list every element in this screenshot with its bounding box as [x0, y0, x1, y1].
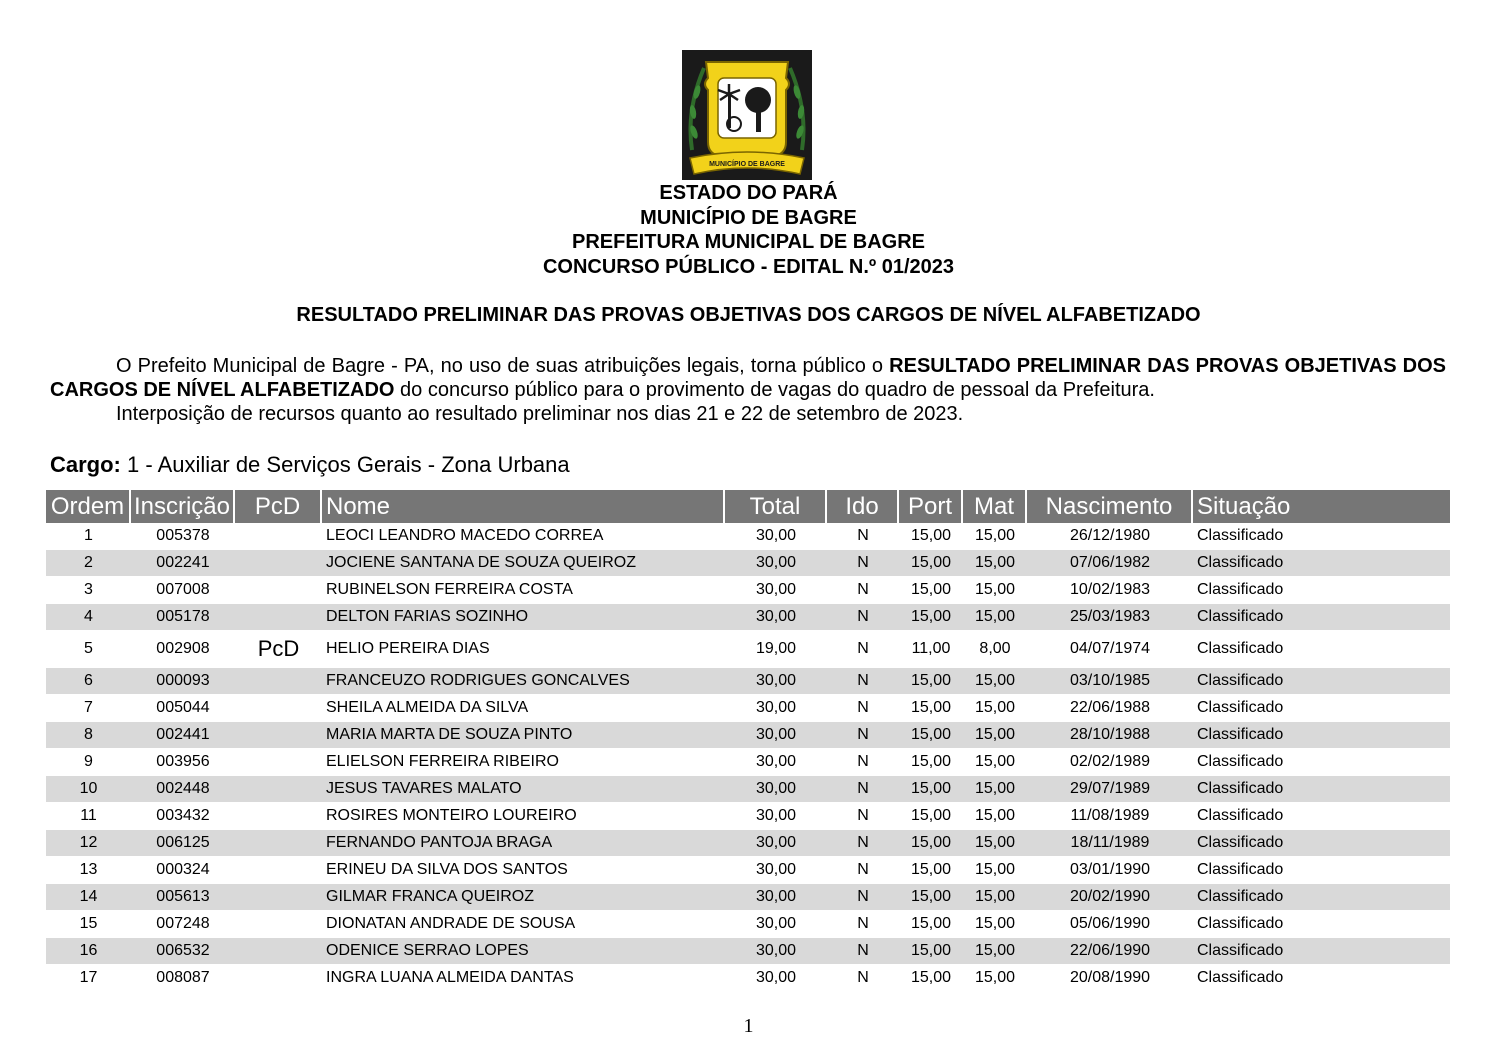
cell-port: 15,00	[899, 749, 963, 776]
cell-port: 15,00	[899, 803, 963, 830]
cell-mat: 15,00	[963, 857, 1027, 884]
cell-ordem: 12	[46, 830, 131, 857]
cell-port: 15,00	[899, 695, 963, 722]
cell-ordem: 6	[46, 668, 131, 695]
cell-situacao: Classificado	[1193, 911, 1450, 938]
cell-ido: N	[827, 631, 899, 668]
cell-mat: 15,00	[963, 749, 1027, 776]
cell-ido: N	[827, 884, 899, 911]
cell-total: 30,00	[725, 857, 827, 884]
cell-mat: 15,00	[963, 604, 1027, 631]
cell-port: 11,00	[899, 631, 963, 668]
cell-ordem: 15	[46, 911, 131, 938]
cell-ordem: 4	[46, 604, 131, 631]
cell-mat: 15,00	[963, 523, 1027, 550]
cell-situacao: Classificado	[1193, 523, 1450, 550]
cell-inscricao: 006532	[131, 938, 235, 965]
cell-situacao: Classificado	[1193, 938, 1450, 965]
cell-ordem: 1	[46, 523, 131, 550]
cell-nascimento: 11/08/1989	[1027, 803, 1193, 830]
municipal-emblem	[682, 50, 812, 180]
cell-mat: 15,00	[963, 550, 1027, 577]
cell-total: 30,00	[725, 604, 827, 631]
cell-nome: LEOCI LEANDRO MACEDO CORREA	[322, 523, 725, 550]
col-header-pcd: PcD	[235, 490, 322, 523]
intro-text-1: O Prefeito Municipal de Bagre - PA, no uso de suas atribuições legais, torna público o	[116, 355, 890, 377]
cell-inscricao: 008087	[131, 965, 235, 992]
cell-inscricao: 007008	[131, 577, 235, 604]
cell-ido: N	[827, 776, 899, 803]
cell-ido: N	[827, 668, 899, 695]
cargo-line	[50, 452, 570, 478]
cell-situacao: Classificado	[1193, 830, 1450, 857]
cell-total: 30,00	[725, 965, 827, 992]
cell-ordem: 3	[46, 577, 131, 604]
cargo-label: Cargo:	[50, 452, 121, 477]
cell-ido: N	[827, 857, 899, 884]
cell-nascimento: 25/03/1983	[1027, 604, 1193, 631]
header-municipality: MUNICÍPIO DE BAGRE	[640, 206, 857, 229]
cell-ordem: 13	[46, 857, 131, 884]
cell-inscricao: 006125	[131, 830, 235, 857]
cell-port: 15,00	[899, 668, 963, 695]
cell-pcd	[235, 523, 322, 550]
table-row	[46, 830, 1450, 857]
cell-situacao: Classificado	[1193, 631, 1450, 668]
cell-total: 30,00	[725, 776, 827, 803]
cell-nascimento: 18/11/1989	[1027, 830, 1193, 857]
results-table	[46, 490, 1450, 992]
cell-ordem: 9	[46, 749, 131, 776]
cell-pcd	[235, 803, 322, 830]
cell-nome: ODENICE SERRAO LOPES	[322, 938, 725, 965]
cell-pcd	[235, 938, 322, 965]
cell-nome: SHEILA ALMEIDA DA SILVA	[322, 695, 725, 722]
cell-nascimento: 10/02/1983	[1027, 577, 1193, 604]
table-row	[46, 695, 1450, 722]
table-row	[46, 884, 1450, 911]
cell-ido: N	[827, 604, 899, 631]
table-row	[46, 911, 1450, 938]
cell-nascimento: 03/01/1990	[1027, 857, 1193, 884]
table-row	[46, 550, 1450, 577]
cell-mat: 15,00	[963, 776, 1027, 803]
cell-nome: MARIA MARTA DE SOUZA PINTO	[322, 722, 725, 749]
cell-nome: GILMAR FRANCA QUEIROZ	[322, 884, 725, 911]
cell-inscricao: 003432	[131, 803, 235, 830]
cell-port: 15,00	[899, 722, 963, 749]
cell-nome: INGRA LUANA ALMEIDA DANTAS	[322, 965, 725, 992]
table-header-row	[46, 490, 1450, 523]
cell-pcd	[235, 695, 322, 722]
header-state: ESTADO DO PARÁ	[659, 182, 838, 204]
cell-mat: 15,00	[963, 965, 1027, 992]
cell-inscricao: 000093	[131, 668, 235, 695]
cell-port: 15,00	[899, 550, 963, 577]
intro-text-2: do concurso público para o provimento de vagas do quadro de pessoal da Prefeitura.	[394, 379, 1155, 401]
cell-ido: N	[827, 722, 899, 749]
cell-nome: JESUS TAVARES MALATO	[322, 776, 725, 803]
cell-situacao: Classificado	[1193, 749, 1450, 776]
cell-total: 30,00	[725, 550, 827, 577]
cell-port: 15,00	[899, 577, 963, 604]
cell-inscricao: 005378	[131, 523, 235, 550]
col-header-inscricao: Inscrição	[131, 490, 235, 523]
cell-total: 30,00	[725, 523, 827, 550]
cell-pcd	[235, 884, 322, 911]
cell-mat: 15,00	[963, 938, 1027, 965]
cell-ordem: 16	[46, 938, 131, 965]
cell-pcd	[235, 965, 322, 992]
cell-inscricao: 002908	[131, 631, 235, 668]
cell-inscricao: 003956	[131, 749, 235, 776]
cell-mat: 15,00	[963, 884, 1027, 911]
cell-nome: DELTON FARIAS SOZINHO	[322, 604, 725, 631]
col-header-total: Total	[725, 490, 827, 523]
cell-nome: DIONATAN ANDRADE DE SOUSA	[322, 911, 725, 938]
cell-port: 15,00	[899, 604, 963, 631]
cell-total: 30,00	[725, 830, 827, 857]
document-header	[0, 181, 1497, 279]
cargo-value: 1 - Auxiliar de Serviços Gerais - Zona Urbana	[120, 452, 570, 477]
cell-nascimento: 05/06/1990	[1027, 911, 1193, 938]
col-header-nascimento: Nascimento	[1027, 490, 1193, 523]
cell-nascimento: 22/06/1988	[1027, 695, 1193, 722]
cell-inscricao: 005044	[131, 695, 235, 722]
cell-nascimento: 20/08/1990	[1027, 965, 1193, 992]
intro-paragraph	[50, 354, 1446, 402]
cell-port: 15,00	[899, 523, 963, 550]
table-row	[46, 803, 1450, 830]
cell-pcd	[235, 604, 322, 631]
cell-pcd	[235, 550, 322, 577]
cell-nascimento: 20/02/1990	[1027, 884, 1193, 911]
cell-pcd	[235, 668, 322, 695]
cell-ordem: 10	[46, 776, 131, 803]
col-header-ordem: Ordem	[46, 490, 131, 523]
cell-ordem: 11	[46, 803, 131, 830]
cell-mat: 15,00	[963, 830, 1027, 857]
table-body	[46, 523, 1450, 992]
cell-nascimento: 04/07/1974	[1027, 631, 1193, 668]
cell-nome: FERNANDO PANTOJA BRAGA	[322, 830, 725, 857]
page-number: 1	[743, 1015, 754, 1037]
cell-situacao: Classificado	[1193, 884, 1450, 911]
cell-total: 19,00	[725, 631, 827, 668]
table-row	[46, 604, 1450, 631]
cell-port: 15,00	[899, 938, 963, 965]
cell-nome: ELIELSON FERREIRA RIBEIRO	[322, 749, 725, 776]
cell-situacao: Classificado	[1193, 695, 1450, 722]
table-row	[46, 668, 1450, 695]
cell-situacao: Classificado	[1193, 722, 1450, 749]
cell-mat: 8,00	[963, 631, 1027, 668]
cell-port: 15,00	[899, 911, 963, 938]
cell-ordem: 5	[46, 631, 131, 668]
col-header-mat: Mat	[963, 490, 1027, 523]
cell-mat: 15,00	[963, 577, 1027, 604]
cell-ido: N	[827, 695, 899, 722]
cell-total: 30,00	[725, 938, 827, 965]
cell-ido: N	[827, 830, 899, 857]
cell-ido: N	[827, 577, 899, 604]
cell-mat: 15,00	[963, 722, 1027, 749]
cell-inscricao: 002448	[131, 776, 235, 803]
cell-mat: 15,00	[963, 911, 1027, 938]
cell-ordem: 17	[46, 965, 131, 992]
cell-port: 15,00	[899, 857, 963, 884]
cell-inscricao: 000324	[131, 857, 235, 884]
cell-total: 30,00	[725, 668, 827, 695]
cell-total: 30,00	[725, 749, 827, 776]
cell-pcd	[235, 577, 322, 604]
cell-ordem: 2	[46, 550, 131, 577]
cell-ido: N	[827, 523, 899, 550]
cell-situacao: Classificado	[1193, 668, 1450, 695]
cell-situacao: Classificado	[1193, 604, 1450, 631]
cell-situacao: Classificado	[1193, 965, 1450, 992]
cell-ido: N	[827, 803, 899, 830]
cell-total: 30,00	[725, 722, 827, 749]
cell-nascimento: 29/07/1989	[1027, 776, 1193, 803]
cell-pcd	[235, 857, 322, 884]
cell-nascimento: 28/10/1988	[1027, 722, 1193, 749]
col-header-ido: Ido	[827, 490, 899, 523]
cell-mat: 15,00	[963, 695, 1027, 722]
cell-pcd	[235, 776, 322, 803]
cell-ido: N	[827, 749, 899, 776]
appeal-paragraph: Interposição de recursos quanto ao resultado preliminar nos dias 21 e 22 de setembro de 2023.	[116, 403, 964, 425]
cell-nome: ROSIRES MONTEIRO LOUREIRO	[322, 803, 725, 830]
table-row	[46, 965, 1450, 992]
cell-total: 30,00	[725, 803, 827, 830]
cell-pcd	[235, 911, 322, 938]
col-header-port: Port	[899, 490, 963, 523]
cell-pcd	[235, 722, 322, 749]
cell-ido: N	[827, 965, 899, 992]
cell-mat: 15,00	[963, 668, 1027, 695]
cell-nome: HELIO PEREIRA DIAS	[322, 631, 725, 668]
cell-situacao: Classificado	[1193, 803, 1450, 830]
cell-ordem: 8	[46, 722, 131, 749]
intro-bold: RESULTADO PRELIMINAR DAS PROVAS OBJETIVAS DOS CARGOS DE NÍVEL ALFABETIZADO	[50, 355, 1446, 401]
header-edital: CONCURSO PÚBLICO - EDITAL N.º 01/2023	[542, 255, 955, 278]
table-row	[46, 631, 1450, 668]
cell-port: 15,00	[899, 776, 963, 803]
document-subtitle: RESULTADO PRELIMINAR DAS PROVAS OBJETIVAS DOS CARGOS DE NÍVEL ALFABETIZADO	[296, 304, 1201, 326]
col-header-nome: Nome	[322, 490, 725, 523]
cell-nome: JOCIENE SANTANA DE SOUZA QUEIROZ	[322, 550, 725, 577]
cell-ido: N	[827, 911, 899, 938]
cell-ido: N	[827, 550, 899, 577]
cell-pcd	[235, 830, 322, 857]
cell-total: 30,00	[725, 911, 827, 938]
table-row	[46, 938, 1450, 965]
cell-ordem: 14	[46, 884, 131, 911]
col-header-situacao: Situação	[1193, 490, 1450, 523]
header-prefecture: PREFEITURA MUNICIPAL DE BAGRE	[572, 231, 925, 253]
table-row	[46, 776, 1450, 803]
table-row	[46, 722, 1450, 749]
cell-port: 15,00	[899, 830, 963, 857]
cell-inscricao: 002241	[131, 550, 235, 577]
cell-nascimento: 07/06/1982	[1027, 550, 1193, 577]
cell-port: 15,00	[899, 884, 963, 911]
cell-pcd	[235, 749, 322, 776]
cell-total: 30,00	[725, 884, 827, 911]
cell-inscricao: 007248	[131, 911, 235, 938]
table-row	[46, 523, 1450, 550]
cell-nascimento: 03/10/1985	[1027, 668, 1193, 695]
cell-nome: ERINEU DA SILVA DOS SANTOS	[322, 857, 725, 884]
cell-nome: FRANCEUZO RODRIGUES GONCALVES	[322, 668, 725, 695]
table-row	[46, 749, 1450, 776]
cell-inscricao: 005178	[131, 604, 235, 631]
cell-mat: 15,00	[963, 803, 1027, 830]
table-row	[46, 577, 1450, 604]
table-row	[46, 857, 1450, 884]
cell-situacao: Classificado	[1193, 776, 1450, 803]
cell-situacao: Classificado	[1193, 857, 1450, 884]
cell-total: 30,00	[725, 577, 827, 604]
cell-ido: N	[827, 938, 899, 965]
cell-inscricao: 005613	[131, 884, 235, 911]
cell-situacao: Classificado	[1193, 550, 1450, 577]
cell-situacao: Classificado	[1193, 577, 1450, 604]
cell-port: 15,00	[899, 965, 963, 992]
cell-nome: RUBINELSON FERREIRA COSTA	[322, 577, 725, 604]
cell-nascimento: 22/06/1990	[1027, 938, 1193, 965]
cell-ordem: 7	[46, 695, 131, 722]
cell-total: 30,00	[725, 695, 827, 722]
cell-pcd: PcD	[235, 631, 322, 668]
cell-inscricao: 002441	[131, 722, 235, 749]
cell-nascimento: 02/02/1989	[1027, 749, 1193, 776]
emblem-text: MUNICÍPIO DE BAGRE	[709, 161, 785, 168]
cell-nascimento: 26/12/1980	[1027, 523, 1193, 550]
